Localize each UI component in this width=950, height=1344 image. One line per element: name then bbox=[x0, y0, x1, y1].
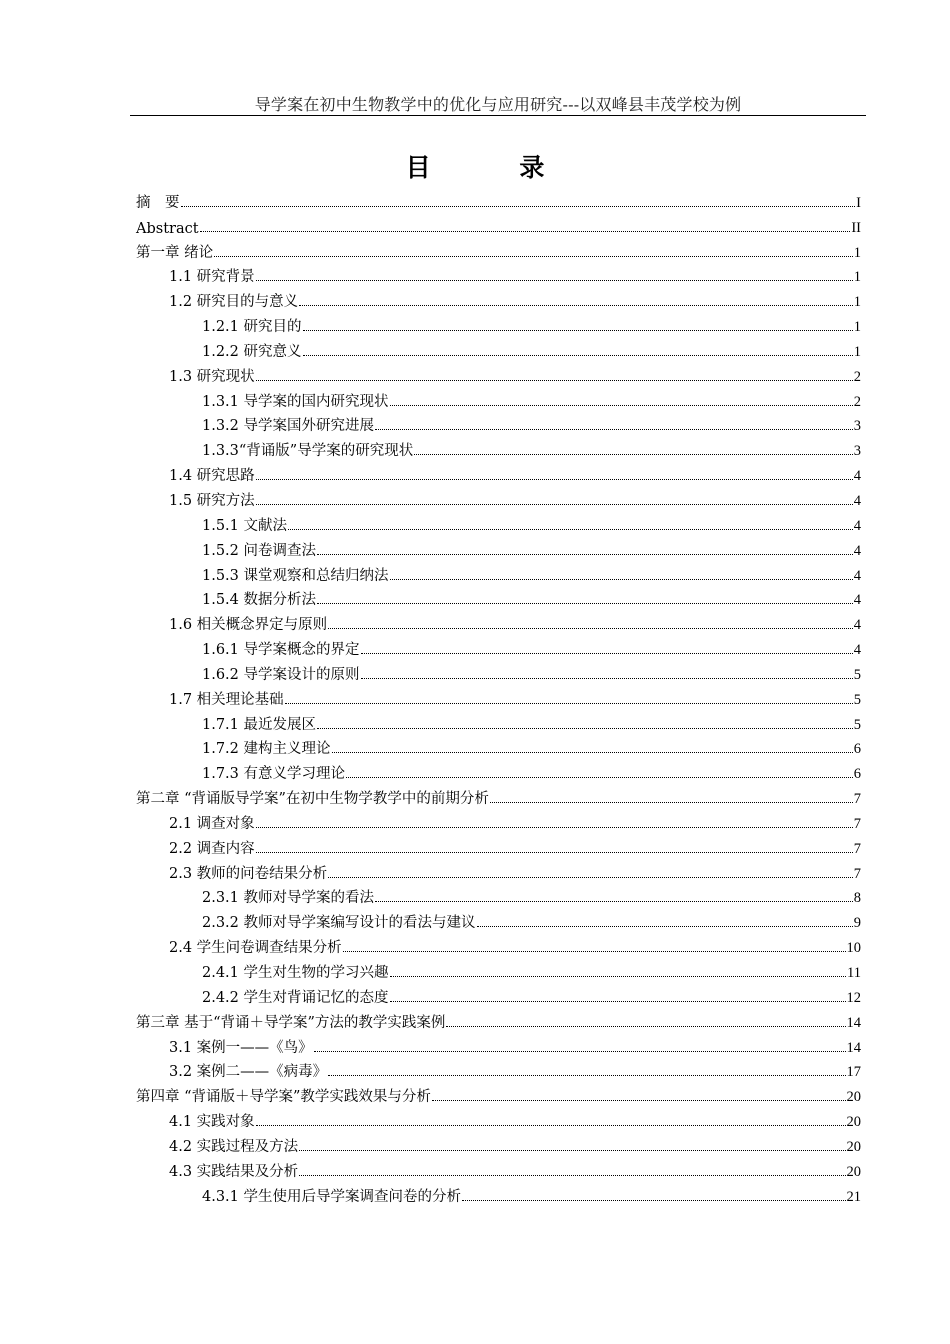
toc-leader-dots bbox=[256, 379, 853, 381]
toc-entry-page-number: 7 bbox=[853, 815, 861, 832]
toc-entry-page-number: 4 bbox=[853, 492, 861, 509]
toc-entry-page-number: 12 bbox=[846, 989, 861, 1006]
toc-entry-label: 2.2 调查内容 bbox=[169, 840, 255, 857]
toc-entry-label: Abstract bbox=[136, 220, 199, 237]
toc-entry-label: 1.7.1 最近发展区 bbox=[202, 716, 317, 733]
toc-entry[interactable] bbox=[136, 411, 861, 436]
toc-leader-dots bbox=[299, 1149, 845, 1151]
toc-entry-page-number: 7 bbox=[853, 840, 861, 857]
toc-leader-dots bbox=[288, 528, 853, 530]
toc-entry-label: 2.3 教师的问卷结果分析 bbox=[169, 865, 328, 882]
toc-entry[interactable] bbox=[136, 311, 861, 336]
toc-leader-dots bbox=[462, 1199, 845, 1201]
toc-entry-label: 2.1 调查对象 bbox=[169, 815, 255, 832]
toc-entry-label: 4.3 实践结果及分析 bbox=[169, 1163, 299, 1180]
toc-entry-label: 1.5.3 课堂观察和总结归纳法 bbox=[202, 567, 389, 584]
toc-leader-dots bbox=[361, 652, 853, 654]
toc-entry-page-number: 20 bbox=[846, 1089, 861, 1106]
running-header: 导学案在初中生物教学中的优化与应用研究---以双峰县丰茂学校为例 bbox=[254, 95, 742, 114]
toc-leader-dots bbox=[332, 751, 853, 753]
toc-entry[interactable] bbox=[136, 535, 861, 560]
toc-entry-page-number: 4 bbox=[853, 567, 861, 584]
toc-entry-page-number: 4 bbox=[853, 517, 861, 534]
toc-entry-label: 第三章 基于“背诵＋导学案”方法的教学实践案例 bbox=[136, 1014, 446, 1031]
toc-entry[interactable] bbox=[136, 609, 861, 634]
toc-leader-dots bbox=[343, 950, 846, 952]
toc-entry-label: 1.6.2 导学案设计的原则 bbox=[202, 666, 360, 683]
toc-entry-label: 1.2.1 研究目的 bbox=[202, 319, 302, 336]
toc-entry[interactable] bbox=[136, 460, 861, 485]
toc-entry-page-number: 8 bbox=[853, 890, 861, 907]
toc-entry-label: 1.5.4 数据分析法 bbox=[202, 592, 317, 609]
toc-entry-page-number: 6 bbox=[853, 741, 861, 758]
toc-entry[interactable] bbox=[136, 1007, 861, 1032]
toc-entry-label: 1.3.1 导学案的国内研究现状 bbox=[202, 393, 389, 410]
toc-entry[interactable] bbox=[136, 758, 861, 783]
toc-entry-label: 1.7.2 建构主义理论 bbox=[202, 741, 331, 758]
toc-entry[interactable] bbox=[136, 858, 861, 883]
toc-entry-page-number: 1 bbox=[853, 294, 861, 311]
toc-entry[interactable] bbox=[136, 734, 861, 759]
toc-entry[interactable] bbox=[136, 808, 861, 833]
toc-entry[interactable] bbox=[136, 883, 861, 908]
toc-entry-label: 1.5 研究方法 bbox=[169, 492, 255, 509]
toc-leader-dots bbox=[414, 453, 853, 455]
toc-leader-dots bbox=[299, 1174, 845, 1176]
toc-entry[interactable] bbox=[136, 684, 861, 709]
toc-entry-page-number: 2 bbox=[853, 368, 861, 385]
toc-entry-label: 3.1 案例一——《鸟》 bbox=[169, 1039, 313, 1056]
toc-entry-page-number: II bbox=[851, 219, 861, 236]
toc-entry-page-number: I bbox=[856, 194, 861, 211]
toc-leader-dots bbox=[317, 602, 853, 604]
toc-entry-page-number: 1 bbox=[853, 319, 861, 336]
toc-leader-dots bbox=[256, 826, 853, 828]
toc-entry[interactable] bbox=[136, 957, 861, 982]
toc-leader-dots bbox=[181, 205, 856, 207]
toc-entry-label: 4.1 实践对象 bbox=[169, 1114, 255, 1131]
toc-leader-dots bbox=[285, 702, 853, 704]
toc-leader-dots bbox=[375, 900, 853, 902]
toc-entry-label: 2.4.1 学生对生物的学习兴趣 bbox=[202, 965, 389, 981]
toc-entry-label: 1.7.3 有意义学习理论 bbox=[202, 766, 346, 783]
toc-entry[interactable] bbox=[136, 1057, 861, 1082]
toc-leader-dots bbox=[299, 304, 853, 306]
toc-leader-dots bbox=[256, 279, 853, 281]
toc-entry-page-number: 1 bbox=[853, 269, 861, 286]
toc-entry-page-number: 20 bbox=[846, 1114, 861, 1131]
toc-entry[interactable] bbox=[136, 1106, 861, 1131]
toc-leader-dots bbox=[446, 1025, 845, 1027]
toc-entry-page-number: 5 bbox=[853, 691, 861, 708]
header-rule bbox=[130, 115, 866, 116]
toc-entry-label: 1.3 研究现状 bbox=[169, 368, 255, 385]
toc-entry-label: 1.5.2 问卷调查法 bbox=[202, 542, 317, 559]
toc-entry-page-number: 20 bbox=[846, 1163, 861, 1180]
toc-entry[interactable] bbox=[136, 585, 861, 610]
toc-entry[interactable] bbox=[136, 932, 861, 957]
toc-entry[interactable] bbox=[136, 634, 861, 659]
toc-entry-label: 1.6 相关概念界定与原则 bbox=[169, 617, 328, 634]
toc-entry-page-number: 3 bbox=[853, 443, 861, 460]
toc-entry[interactable] bbox=[136, 1081, 861, 1106]
toc-entry-page-number: 14 bbox=[846, 1039, 861, 1056]
toc-entry-label: 3.2 案例二——《病毒》 bbox=[169, 1064, 328, 1081]
toc-entry-page-number: 14 bbox=[846, 1014, 861, 1031]
toc-entry-page-number: 7 bbox=[853, 791, 861, 808]
toc-entry-page-number: 2 bbox=[853, 393, 861, 410]
toc-entry[interactable] bbox=[136, 1032, 861, 1057]
toc-leader-dots bbox=[328, 627, 853, 629]
toc-leader-dots bbox=[390, 578, 853, 580]
toc-entry-label: 第一章 绪论 bbox=[136, 244, 214, 261]
toc-leader-dots bbox=[390, 404, 853, 406]
toc-entry[interactable] bbox=[136, 833, 861, 858]
toc-leader-dots bbox=[361, 677, 853, 679]
toc-title: 目 录 bbox=[405, 153, 585, 182]
toc-entry-label: 1.7 相关理论基础 bbox=[169, 691, 284, 708]
table-of-contents bbox=[136, 187, 861, 1206]
toc-entry[interactable] bbox=[136, 485, 861, 510]
toc-entry-page-number: 4 bbox=[853, 542, 861, 559]
toc-entry-page-number: 21 bbox=[846, 1188, 861, 1205]
toc-entry[interactable] bbox=[136, 336, 861, 361]
toc-entry-label: 摘 要 bbox=[136, 194, 180, 211]
toc-leader-dots bbox=[477, 925, 853, 927]
toc-entry[interactable] bbox=[136, 286, 861, 311]
toc-entry[interactable] bbox=[136, 237, 861, 262]
toc-leader-dots bbox=[390, 975, 847, 977]
toc-entry[interactable] bbox=[136, 1181, 861, 1206]
toc-entry-page-number: 4 bbox=[853, 642, 861, 659]
toc-leader-dots bbox=[214, 255, 853, 257]
toc-entry-page-number: 6 bbox=[853, 766, 861, 783]
toc-leader-dots bbox=[317, 727, 853, 729]
toc-entry[interactable] bbox=[136, 907, 861, 932]
toc-entry-page-number: 1 bbox=[853, 244, 861, 261]
toc-entry-label: 1.6.1 导学案概念的界定 bbox=[202, 642, 360, 659]
toc-entry-label: 2.3.1 教师对导学案的看法 bbox=[202, 890, 375, 907]
toc-leader-dots bbox=[303, 354, 853, 356]
toc-entry[interactable] bbox=[136, 709, 861, 734]
toc-entry-page-number: 4 bbox=[853, 592, 861, 609]
toc-entry[interactable] bbox=[136, 783, 861, 808]
toc-entry[interactable] bbox=[136, 361, 861, 386]
toc-entry[interactable] bbox=[136, 659, 861, 684]
toc-entry-page-number: 4 bbox=[853, 617, 861, 634]
toc-leader-dots bbox=[432, 1099, 846, 1101]
toc-entry-page-number: 7 bbox=[853, 865, 861, 882]
toc-entry-label: 4.2 实践过程及方法 bbox=[169, 1138, 299, 1155]
toc-entry-label: 1.2.2 研究意义 bbox=[202, 343, 302, 360]
toc-entry-page-number: 10 bbox=[846, 940, 861, 957]
toc-entry-page-number: 3 bbox=[853, 418, 861, 435]
toc-entry[interactable] bbox=[136, 212, 861, 237]
toc-entry-page-number: 20 bbox=[846, 1138, 861, 1155]
toc-entry-page-number: 9 bbox=[853, 915, 861, 932]
toc-leader-dots bbox=[346, 776, 853, 778]
toc-entry[interactable] bbox=[136, 982, 861, 1007]
toc-leader-dots bbox=[490, 801, 853, 803]
toc-entry-page-number: 17 bbox=[846, 1064, 861, 1081]
toc-entry-page-number: 1 bbox=[853, 343, 861, 360]
toc-leader-dots bbox=[256, 478, 853, 480]
toc-entry-page-number: 4 bbox=[853, 468, 861, 485]
toc-entry-page-number: 11 bbox=[847, 965, 861, 981]
toc-entry-label: 2.3.2 教师对导学案编写设计的看法与建议 bbox=[202, 915, 476, 932]
toc-leader-dots bbox=[256, 851, 853, 853]
toc-entry-label: 第四章 “背诵版＋导学案”教学实践效果与分析 bbox=[136, 1089, 431, 1106]
toc-entry-label: 1.4 研究思路 bbox=[169, 468, 255, 485]
toc-entry[interactable] bbox=[136, 1131, 861, 1156]
toc-entry-label: 1.3.3“背诵版”导学案的研究现状 bbox=[202, 443, 414, 460]
toc-leader-dots bbox=[314, 1050, 846, 1052]
toc-entry[interactable] bbox=[136, 435, 861, 460]
toc-leader-dots bbox=[303, 329, 853, 331]
toc-entry[interactable] bbox=[136, 187, 861, 212]
toc-entry-page-number: 5 bbox=[853, 716, 861, 733]
toc-leader-dots bbox=[328, 1074, 845, 1076]
toc-leader-dots bbox=[390, 1000, 846, 1002]
toc-entry[interactable] bbox=[136, 386, 861, 411]
toc-leader-dots bbox=[317, 553, 853, 555]
toc-entry-label: 1.2 研究目的与意义 bbox=[169, 294, 299, 311]
toc-entry-label: 2.4.2 学生对背诵记忆的态度 bbox=[202, 989, 389, 1006]
toc-entry-label: 4.3.1 学生使用后导学案调查问卷的分析 bbox=[202, 1188, 462, 1205]
toc-entry[interactable] bbox=[136, 510, 861, 535]
toc-leader-dots bbox=[256, 1124, 846, 1126]
toc-entry-label: 1.5.1 文献法 bbox=[202, 517, 288, 534]
toc-entry[interactable] bbox=[136, 1156, 861, 1181]
toc-leader-dots bbox=[200, 230, 851, 232]
toc-entry[interactable] bbox=[136, 262, 861, 287]
toc-leader-dots bbox=[256, 503, 853, 505]
toc-leader-dots bbox=[375, 428, 853, 430]
toc-entry[interactable] bbox=[136, 560, 861, 585]
toc-entry-label: 第二章 “背诵版导学案”在初中生物学教学中的前期分析 bbox=[136, 791, 489, 808]
toc-entry-label: 2.4 学生问卷调查结果分析 bbox=[169, 940, 342, 957]
toc-entry-label: 1.3.2 导学案国外研究进展 bbox=[202, 418, 375, 435]
toc-leader-dots bbox=[328, 876, 853, 878]
toc-entry-page-number: 5 bbox=[853, 666, 861, 683]
toc-entry-label: 1.1 研究背景 bbox=[169, 269, 255, 286]
